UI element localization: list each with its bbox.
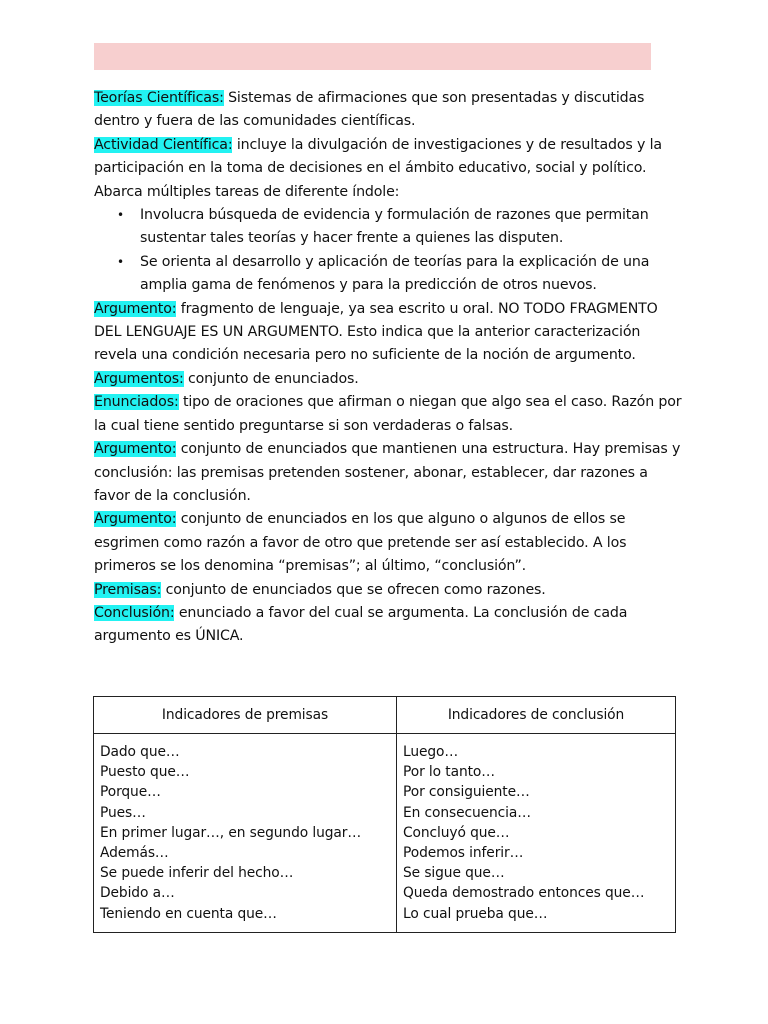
premisa-indicator: Además… (100, 845, 169, 862)
definition-argumento-2 (94, 438, 684, 508)
conclusion-indicator: Se sigue que… (403, 865, 505, 882)
premisa-indicator: Teniendo en cuenta que… (100, 905, 277, 922)
definition-text: conjunto de enunciados que mantienen una estructura. Hay premisas y conclusión: las premisas pretenden sostener, abonar, establecer, dar razones a favor de la conclusión. (94, 441, 681, 504)
premisa-indicator: Pues… (100, 804, 146, 821)
term-highlight: Teorías Científicas: (94, 90, 224, 106)
document-body (94, 87, 684, 649)
term-highlight: Premisas: (94, 581, 162, 598)
premisa-indicator: Dado que… (100, 744, 180, 760)
conclusion-indicator: Luego… (403, 744, 459, 760)
definition-argumentos (94, 368, 684, 391)
header-premisas: Indicadores de premisas (94, 697, 397, 734)
term-highlight: Actividad Científica: (94, 136, 233, 153)
bullet-list (94, 204, 684, 298)
premisa-indicator: En primer lugar…, en segundo lugar… (100, 824, 362, 841)
conclusion-cell (397, 734, 676, 933)
conclusion-indicator: Queda demostrado entonces que… (403, 885, 645, 902)
term-highlight: Enunciados: (94, 394, 179, 411)
conclusion-indicator: Por lo tanto… (403, 764, 495, 781)
table-header-row (94, 697, 676, 734)
definition-argumento-1 (94, 298, 684, 368)
definition-text: tipo de oraciones que afirman o niegan que algo sea el caso. Razón por la cual tiene sentido preguntarse si son verdaderas o falsas. (94, 394, 682, 434)
definition-argumento-3 (94, 508, 684, 578)
definition-enunciados (94, 391, 684, 438)
term-highlight: Argumento: (94, 511, 177, 528)
term-highlight: Conclusión: (94, 604, 175, 621)
definition-text: conjunto de enunciados en los que alguno o algunos de ellos se esgrimen como razón a favor de otro que pretende ser así establecido. A los primeros se los denomina “premisas”; al último, “conclusión”. (94, 511, 627, 575)
bullet-item: • Involucra búsqueda de evidencia y formulación de razones que permitan sustentar tales teorías y hacer frente a quienes las disputen. (140, 204, 684, 251)
header-conclusion: Indicadores de conclusión (397, 697, 676, 734)
premisas-cell (94, 734, 397, 933)
header-band (94, 43, 651, 70)
definition-teorias (94, 87, 684, 134)
definition-actividad (94, 134, 684, 204)
conclusion-indicator: Podemos inferir… (403, 845, 524, 862)
conclusion-indicator: Lo cual prueba que… (403, 905, 548, 922)
premisa-indicator: Se puede inferir del hecho… (100, 865, 294, 882)
term-highlight: Argumento: (94, 300, 177, 317)
conclusion-indicator: Por consiguiente… (403, 784, 530, 801)
definition-conclusion (94, 602, 684, 649)
premisa-indicator: Porque… (100, 784, 161, 801)
definition-text: incluye la divulgación de investigaciones y de resultados y la participación en la toma de decisiones en el ámbito educativo, social y político. Abarca múltiples tareas de diferente índole: (94, 136, 662, 200)
definition-text: conjunto de enunciados. (183, 370, 359, 387)
definition-text: fragmento de lenguaje, ya sea escrito u oral. NO TODO FRAGMENTO DEL LENGUAJE ES UN ARGUMENTO. Esto indica que la anterior caracterización revela una condición necesaria pero no suficiente de la noción de argumento. (94, 300, 658, 364)
definition-text: Sistemas de afirmaciones que son presentadas y discutidas dentro y fuera de las comunidades científicas. (94, 90, 645, 130)
definition-premisas (94, 579, 684, 602)
term-highlight: Argumento: (94, 441, 177, 458)
conclusion-indicator: Concluyó que… (403, 824, 510, 841)
bullet-item: • Se orienta al desarrollo y aplicación de teorías para la explicación de una amplia gama de fenómenos y para la predicción de otros nuevos. (140, 251, 684, 298)
conclusion-indicator: En consecuencia… (403, 804, 531, 821)
term-highlight: Argumentos: (94, 370, 184, 387)
definition-text: conjunto de enunciados que se ofrecen como razones. (161, 581, 546, 598)
table-row (94, 734, 676, 933)
definition-text: enunciado a favor del cual se argumenta. La conclusión de cada argumento es ÚNICA. (94, 604, 628, 645)
premisa-indicator: Debido a… (100, 885, 175, 902)
premisa-indicator: Puesto que… (100, 764, 190, 781)
indicators-table (93, 696, 676, 933)
